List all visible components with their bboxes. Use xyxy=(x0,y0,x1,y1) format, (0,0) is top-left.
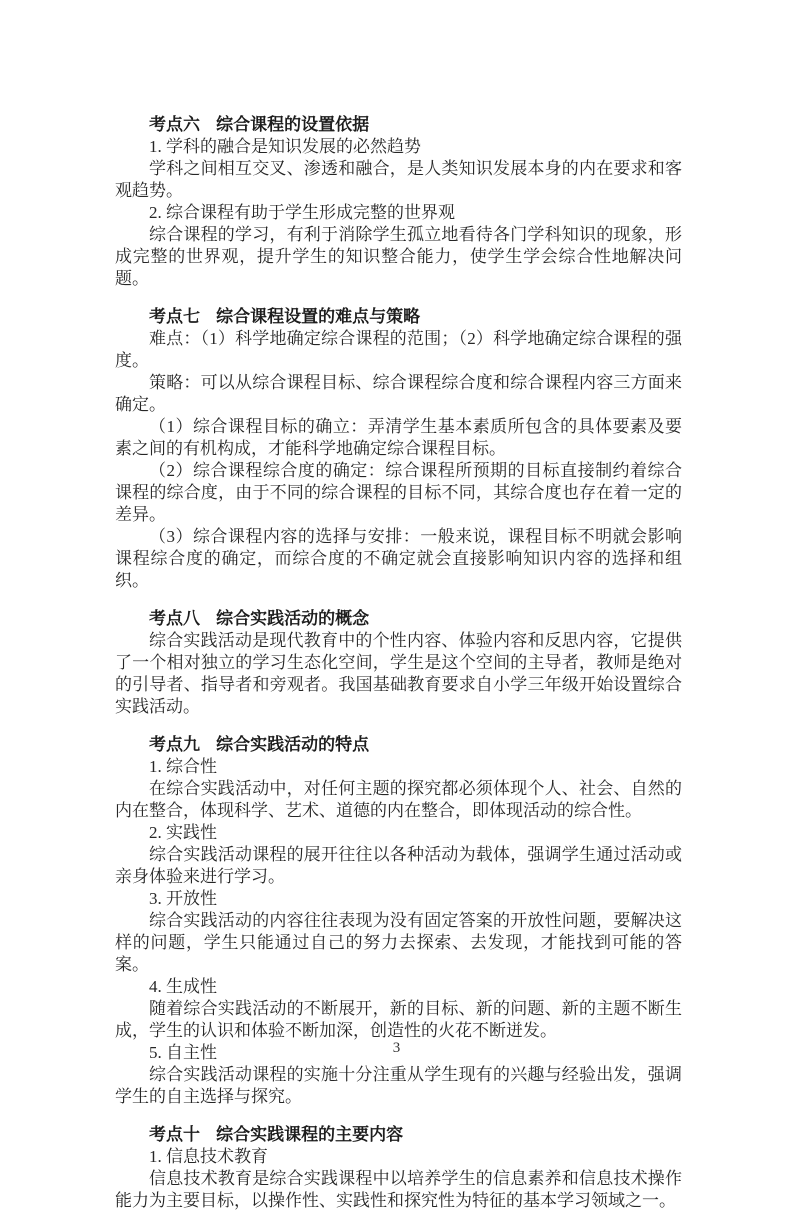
paragraph: 综合课程的学习，有利于消除学生孤立地看待各门学科知识的现象，形成完整的世界观，提升学生的知识整合能力，使学生学会综合性地解决问题。 xyxy=(115,225,682,288)
section-title: 综合实践活动的概念 xyxy=(216,609,370,628)
paragraph: 1. 信息技术教育 xyxy=(149,1147,268,1166)
section-number: 考点八 xyxy=(149,609,200,628)
section-title: 综合课程的设置依据 xyxy=(216,115,370,134)
section-kaodian-7 xyxy=(115,306,682,592)
section-kaodian-6 xyxy=(115,114,682,290)
page-number: 3 xyxy=(392,1040,401,1056)
section-title: 综合课程设置的难点与策略 xyxy=(216,307,421,326)
section-number: 考点十 xyxy=(149,1125,200,1144)
section-heading xyxy=(115,114,682,136)
paragraph: 难点：（1）科学地确定综合课程的范围；（2）科学地确定综合课程的强度。 xyxy=(115,329,682,370)
paragraph: 5. 自主性 xyxy=(149,1043,217,1062)
section-title: 综合实践活动的特点 xyxy=(216,735,370,754)
paragraph: 信息技术教育是综合实践课程中以培养学生的信息素养和信息技术操作能力为主要目标，以操作性、实践性和探究性为特征的基本学习领域之一。 xyxy=(115,1169,682,1210)
paragraph: （3）综合课程内容的选择与安排：一般来说，课程目标不明就会影响课程综合度的确定，而综合度的不确定就会直接影响知识内容的选择和组织。 xyxy=(115,527,682,590)
paragraph: 综合实践活动的内容往往表现为没有固定答案的开放性问题，要解决这样的问题，学生只能通过自己的努力去探索、去发现，才能找到可能的答案。 xyxy=(115,911,682,974)
section-heading xyxy=(115,608,682,630)
paragraph: 4. 生成性 xyxy=(149,977,217,996)
page-footer xyxy=(0,1038,793,1058)
section-kaodian-8 xyxy=(115,608,682,718)
section-title: 综合实践课程的主要内容 xyxy=(216,1125,404,1144)
paragraph: 1. 综合性 xyxy=(149,757,217,776)
paragraph: 随着综合实践活动的不断展开，新的目标、新的问题、新的主题不断生成，学生的认识和体验不断加深，创造性的火花不断迸发。 xyxy=(115,999,682,1040)
paragraph: 综合实践活动课程的展开往往以各种活动为载体，强调学生通过活动或亲身体验来进行学习。 xyxy=(115,845,682,886)
paragraph: 策略：可以从综合课程目标、综合课程综合度和综合课程内容三方面来确定。 xyxy=(115,373,682,414)
section-number: 考点七 xyxy=(149,307,200,326)
section-heading xyxy=(115,734,682,756)
paragraph: 综合实践活动是现代教育中的个性内容、体验内容和反思内容，它提供了一个相对独立的学习生态化空间，学生是这个空间的主导者，教师是绝对的引导者、指导者和旁观者。我国基础教育要求自小学三年级开始设置综合实践活动。 xyxy=(115,631,682,716)
paragraph: 综合实践活动课程的实施十分注重从学生现有的兴趣与经验出发，强调学生的自主选择与探究。 xyxy=(115,1065,682,1106)
paragraph: （2）综合课程综合度的确定：综合课程所预期的目标直接制约着综合课程的综合度，由于不同的综合课程的目标不同，其综合度也存在着一定的差异。 xyxy=(115,461,682,524)
section-heading xyxy=(115,1124,682,1146)
paragraph: 2. 综合课程有助于学生形成完整的世界观 xyxy=(149,203,455,222)
paragraph: 3. 开放性 xyxy=(149,889,217,908)
paragraph: （1）综合课程目标的确立：弄清学生基本素质所包含的具体要素及要素之间的有机构成，才能科学地确定综合课程目标。 xyxy=(115,417,682,458)
paragraph: 2. 实践性 xyxy=(149,823,217,842)
section-kaodian-10 xyxy=(115,1124,682,1212)
paragraph: 在综合实践活动中，对任何主题的探究都必须体现个人、社会、自然的内在整合，体现科学、艺术、道德的内在整合，即体现活动的综合性。 xyxy=(115,779,682,820)
section-heading xyxy=(115,306,682,328)
section-number: 考点六 xyxy=(149,115,200,134)
paragraph: 1. 学科的融合是知识发展的必然趋势 xyxy=(149,137,421,156)
section-number: 考点九 xyxy=(149,735,200,754)
paragraph: 学科之间相互交叉、渗透和融合，是人类知识发展本身的内在要求和客观趋势。 xyxy=(115,159,682,200)
